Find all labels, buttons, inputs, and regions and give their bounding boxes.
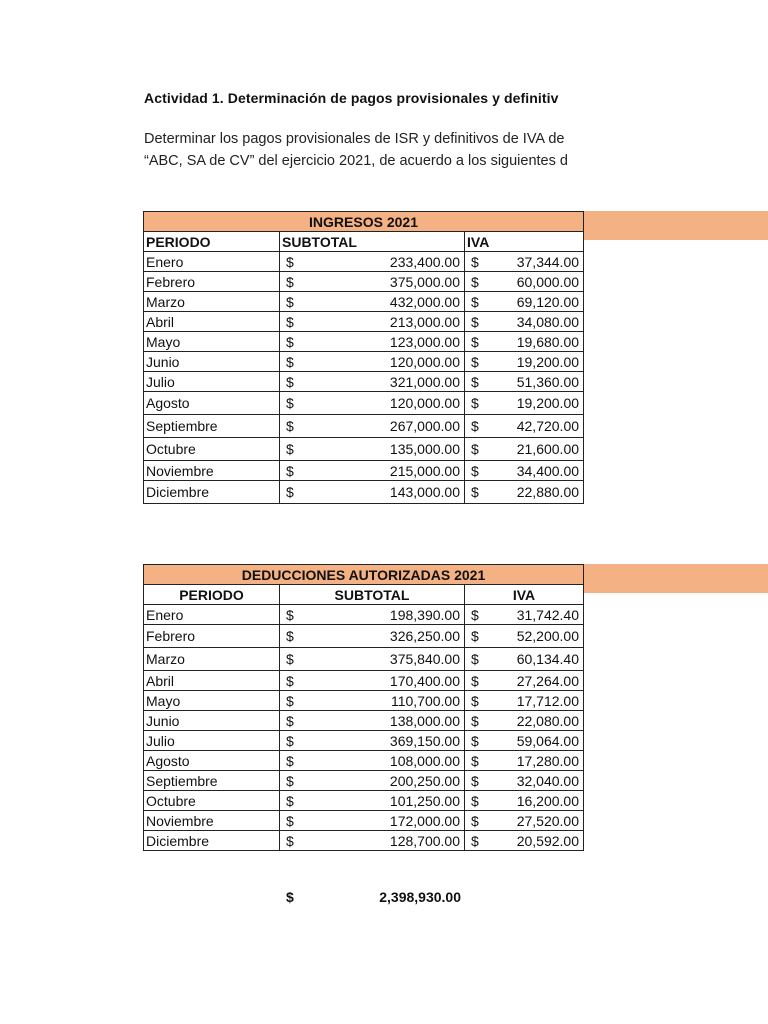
deducciones-column-headers bbox=[144, 585, 584, 605]
currency-symbol: $ bbox=[286, 273, 294, 290]
iva-value: 19,680.00 bbox=[516, 333, 580, 350]
iva-cell bbox=[465, 711, 584, 731]
subtotal-cell bbox=[280, 625, 465, 648]
currency-symbol: $ bbox=[471, 812, 479, 829]
periodo-cell: Abril bbox=[144, 312, 280, 332]
currency-symbol: $ bbox=[471, 712, 479, 729]
periodo-cell: Diciembre bbox=[144, 831, 280, 851]
table-row bbox=[144, 332, 584, 352]
iva-value: 19,200.00 bbox=[516, 395, 580, 411]
subtotal-value: 432,000.00 bbox=[389, 293, 460, 310]
subtotal-cell bbox=[280, 731, 465, 751]
table-row bbox=[144, 625, 584, 648]
subtotal-cell bbox=[280, 831, 465, 851]
iva-value: 34,080.00 bbox=[516, 313, 580, 330]
deducciones-header-periodo: PERIODO bbox=[144, 585, 280, 605]
iva-cell bbox=[465, 392, 584, 415]
table-row bbox=[144, 392, 584, 415]
total-value: 2,398,930.00 bbox=[379, 889, 461, 905]
iva-value: 16,200.00 bbox=[516, 792, 580, 809]
periodo-cell: Febrero bbox=[144, 272, 280, 292]
subtotal-cell bbox=[280, 415, 465, 438]
table-row bbox=[144, 272, 584, 292]
iva-value: 42,720.00 bbox=[516, 418, 580, 434]
currency-symbol: $ bbox=[286, 313, 294, 330]
currency-symbol: $ bbox=[471, 293, 479, 310]
iva-cell bbox=[465, 648, 584, 671]
iva-value: 19,200.00 bbox=[516, 353, 580, 370]
deducciones-rows bbox=[144, 605, 584, 851]
periodo-cell: Julio bbox=[144, 731, 280, 751]
currency-symbol: $ bbox=[286, 441, 294, 457]
currency-symbol: $ bbox=[471, 273, 479, 290]
iva-cell bbox=[465, 731, 584, 751]
iva-cell bbox=[465, 252, 584, 272]
subtotal-cell bbox=[280, 272, 465, 292]
currency-symbol: $ bbox=[286, 462, 294, 479]
currency-symbol: $ bbox=[286, 628, 294, 644]
subtotal-cell bbox=[280, 671, 465, 691]
iva-value: 21,600.00 bbox=[516, 441, 580, 457]
subtotal-cell bbox=[280, 372, 465, 392]
iva-value: 34,400.00 bbox=[516, 462, 580, 479]
table-row bbox=[144, 352, 584, 372]
ingresos-title: INGRESOS 2021 bbox=[144, 212, 584, 232]
subtotal-value: 375,000.00 bbox=[389, 273, 460, 290]
periodo-cell: Abril bbox=[144, 671, 280, 691]
deducciones-table bbox=[143, 564, 584, 851]
subtotal-cell bbox=[280, 771, 465, 791]
subtotal-value: 267,000.00 bbox=[389, 418, 460, 434]
subtotal-cell bbox=[280, 392, 465, 415]
iva-value: 51,360.00 bbox=[516, 373, 580, 390]
iva-value: 22,880.00 bbox=[516, 484, 580, 500]
iva-cell bbox=[465, 481, 584, 504]
periodo-cell: Diciembre bbox=[144, 481, 280, 504]
periodo-cell: Mayo bbox=[144, 691, 280, 711]
currency-symbol: $ bbox=[286, 253, 294, 270]
subtotal-value: 108,000.00 bbox=[389, 752, 460, 769]
currency-symbol: $ bbox=[471, 441, 479, 457]
table-row bbox=[144, 671, 584, 691]
table-row bbox=[144, 372, 584, 392]
periodo-cell: Junio bbox=[144, 352, 280, 372]
subtotal-value: 375,840.00 bbox=[389, 651, 460, 667]
subtotal-cell bbox=[280, 811, 465, 831]
ingresos-rows bbox=[144, 252, 584, 504]
periodo-cell: Agosto bbox=[144, 751, 280, 771]
periodo-cell: Febrero bbox=[144, 625, 280, 648]
iva-value: 27,264.00 bbox=[516, 672, 580, 689]
periodo-cell: Noviembre bbox=[144, 811, 280, 831]
subtotal-cell bbox=[280, 751, 465, 771]
iva-value: 31,742.40 bbox=[516, 606, 580, 623]
table-row bbox=[144, 691, 584, 711]
table-row bbox=[144, 605, 584, 625]
table-row bbox=[144, 292, 584, 312]
ingresos-title-row bbox=[144, 212, 584, 232]
currency-symbol: $ bbox=[286, 606, 294, 623]
iva-value: 17,280.00 bbox=[516, 752, 580, 769]
currency-symbol: $ bbox=[471, 333, 479, 350]
subtotal-value: 213,000.00 bbox=[389, 313, 460, 330]
iva-cell bbox=[465, 438, 584, 461]
subtotal-value: 128,700.00 bbox=[389, 832, 460, 849]
iva-cell bbox=[465, 691, 584, 711]
table-row bbox=[144, 461, 584, 481]
table-row bbox=[144, 438, 584, 461]
currency-symbol: $ bbox=[286, 373, 294, 390]
currency-symbol: $ bbox=[471, 672, 479, 689]
periodo-cell: Agosto bbox=[144, 392, 280, 415]
subtotal-value: 200,250.00 bbox=[389, 772, 460, 789]
currency-symbol: $ bbox=[471, 651, 479, 667]
periodo-cell: Julio bbox=[144, 372, 280, 392]
iva-value: 60,134.40 bbox=[516, 651, 580, 667]
iva-cell bbox=[465, 671, 584, 691]
iva-cell bbox=[465, 771, 584, 791]
iva-cell bbox=[465, 372, 584, 392]
subtotal-cell bbox=[280, 648, 465, 671]
subtotal-cell bbox=[280, 711, 465, 731]
subtotal-value: 369,150.00 bbox=[389, 732, 460, 749]
currency-symbol: $ bbox=[471, 792, 479, 809]
subtotal-value: 326,250.00 bbox=[389, 628, 460, 644]
currency-symbol: $ bbox=[471, 313, 479, 330]
currency-symbol: $ bbox=[471, 832, 479, 849]
currency-symbol: $ bbox=[471, 752, 479, 769]
periodo-cell: Marzo bbox=[144, 292, 280, 312]
table-row bbox=[144, 831, 584, 851]
currency-symbol: $ bbox=[471, 373, 479, 390]
subtotal-cell bbox=[280, 691, 465, 711]
subtotal-value: 215,000.00 bbox=[389, 462, 460, 479]
table-row bbox=[144, 481, 584, 504]
table-row bbox=[144, 811, 584, 831]
subtotal-value: 143,000.00 bbox=[389, 484, 460, 500]
table-row bbox=[144, 791, 584, 811]
periodo-cell: Junio bbox=[144, 711, 280, 731]
periodo-cell: Marzo bbox=[144, 648, 280, 671]
currency-symbol: $ bbox=[471, 353, 479, 370]
table-row bbox=[144, 711, 584, 731]
subtotal-value: 120,000.00 bbox=[389, 395, 460, 411]
currency-symbol: $ bbox=[471, 732, 479, 749]
subtotal-cell bbox=[280, 352, 465, 372]
currency-symbol: $ bbox=[286, 672, 294, 689]
currency-symbol: $ bbox=[286, 712, 294, 729]
periodo-cell: Enero bbox=[144, 252, 280, 272]
subtotal-value: 321,000.00 bbox=[389, 373, 460, 390]
iva-cell bbox=[465, 751, 584, 771]
subtotal-value: 170,400.00 bbox=[389, 672, 460, 689]
currency-symbol: $ bbox=[286, 395, 294, 411]
currency-symbol: $ bbox=[286, 293, 294, 310]
subtotal-value: 233,400.00 bbox=[389, 253, 460, 270]
iva-value: 17,712.00 bbox=[516, 692, 580, 709]
currency-symbol: $ bbox=[286, 333, 294, 350]
currency-symbol: $ bbox=[286, 772, 294, 789]
subtotal-cell bbox=[280, 252, 465, 272]
intro-line-2: “ABC, SA de CV” del ejercicio 2021, de acuerdo a los siguientes d bbox=[144, 153, 568, 169]
ingresos-header-subtotal: SUBTOTAL bbox=[280, 232, 465, 252]
iva-cell bbox=[465, 272, 584, 292]
iva-cell bbox=[465, 791, 584, 811]
currency-symbol: $ bbox=[286, 484, 294, 500]
currency-symbol: $ bbox=[471, 484, 479, 500]
iva-cell bbox=[465, 625, 584, 648]
deducciones-header-iva: IVA bbox=[465, 585, 584, 605]
iva-value: 59,064.00 bbox=[516, 732, 580, 749]
ingresos-header-periodo: PERIODO bbox=[144, 232, 280, 252]
subtotal-cell bbox=[280, 791, 465, 811]
total-line bbox=[286, 889, 461, 905]
table-row bbox=[144, 731, 584, 751]
iva-value: 20,592.00 bbox=[516, 832, 580, 849]
currency-symbol: $ bbox=[471, 253, 479, 270]
currency-symbol: $ bbox=[286, 692, 294, 709]
currency-symbol: $ bbox=[471, 692, 479, 709]
subtotal-cell bbox=[280, 332, 465, 352]
iva-value: 69,120.00 bbox=[516, 293, 580, 310]
ingresos-column-headers bbox=[144, 232, 584, 252]
subtotal-value: 198,390.00 bbox=[389, 606, 460, 623]
subtotal-cell bbox=[280, 438, 465, 461]
iva-value: 60,000.00 bbox=[516, 273, 580, 290]
currency-symbol: $ bbox=[286, 812, 294, 829]
currency-symbol: $ bbox=[286, 832, 294, 849]
table-row bbox=[144, 312, 584, 332]
iva-value: 22,080.00 bbox=[516, 712, 580, 729]
iva-cell bbox=[465, 292, 584, 312]
iva-cell bbox=[465, 831, 584, 851]
iva-cell bbox=[465, 352, 584, 372]
subtotal-value: 120,000.00 bbox=[389, 353, 460, 370]
periodo-cell: Octubre bbox=[144, 791, 280, 811]
subtotal-value: 101,250.00 bbox=[389, 792, 460, 809]
intro-paragraph bbox=[144, 128, 584, 172]
iva-cell bbox=[465, 415, 584, 438]
subtotal-cell bbox=[280, 461, 465, 481]
currency-symbol: $ bbox=[286, 792, 294, 809]
currency-symbol: $ bbox=[286, 651, 294, 667]
periodo-cell: Noviembre bbox=[144, 461, 280, 481]
subtotal-value: 172,000.00 bbox=[389, 812, 460, 829]
total-currency: $ bbox=[286, 889, 294, 905]
periodo-cell: Septiembre bbox=[144, 415, 280, 438]
subtotal-value: 110,700.00 bbox=[390, 692, 460, 709]
currency-symbol: $ bbox=[286, 732, 294, 749]
document-title: Actividad 1. Determinación de pagos provisionales y definitiv bbox=[144, 90, 559, 106]
table-row bbox=[144, 771, 584, 791]
periodo-cell: Enero bbox=[144, 605, 280, 625]
currency-symbol: $ bbox=[471, 395, 479, 411]
iva-cell bbox=[465, 811, 584, 831]
currency-symbol: $ bbox=[471, 462, 479, 479]
subtotal-cell bbox=[280, 605, 465, 625]
deducciones-header-band bbox=[583, 564, 768, 593]
currency-symbol: $ bbox=[286, 418, 294, 434]
ingresos-header-iva: IVA bbox=[465, 232, 584, 252]
subtotal-cell bbox=[280, 292, 465, 312]
ingresos-table bbox=[143, 211, 584, 504]
iva-value: 37,344.00 bbox=[516, 253, 580, 270]
subtotal-value: 138,000.00 bbox=[389, 712, 460, 729]
deducciones-title-row bbox=[144, 565, 584, 585]
subtotal-cell bbox=[280, 312, 465, 332]
table-row bbox=[144, 648, 584, 671]
iva-value: 27,520.00 bbox=[516, 812, 580, 829]
table-row bbox=[144, 751, 584, 771]
currency-symbol: $ bbox=[471, 418, 479, 434]
periodo-cell: Mayo bbox=[144, 332, 280, 352]
table-row bbox=[144, 252, 584, 272]
iva-value: 52,200.00 bbox=[516, 628, 580, 644]
subtotal-cell bbox=[280, 481, 465, 504]
currency-symbol: $ bbox=[471, 772, 479, 789]
subtotal-value: 135,000.00 bbox=[389, 441, 460, 457]
iva-value: 32,040.00 bbox=[516, 772, 580, 789]
periodo-cell: Octubre bbox=[144, 438, 280, 461]
subtotal-value: 123,000.00 bbox=[389, 333, 460, 350]
currency-symbol: $ bbox=[286, 752, 294, 769]
ingresos-header-band bbox=[583, 211, 768, 240]
deducciones-title: DEDUCCIONES AUTORIZADAS 2021 bbox=[144, 565, 584, 585]
currency-symbol: $ bbox=[286, 353, 294, 370]
iva-cell bbox=[465, 332, 584, 352]
periodo-cell: Septiembre bbox=[144, 771, 280, 791]
intro-line-1: Determinar los pagos provisionales de ISR y definitivos de IVA de bbox=[144, 131, 565, 147]
currency-symbol: $ bbox=[471, 628, 479, 644]
iva-cell bbox=[465, 605, 584, 625]
currency-symbol: $ bbox=[471, 606, 479, 623]
deducciones-header-subtotal: SUBTOTAL bbox=[280, 585, 465, 605]
table-row bbox=[144, 415, 584, 438]
iva-cell bbox=[465, 461, 584, 481]
iva-cell bbox=[465, 312, 584, 332]
